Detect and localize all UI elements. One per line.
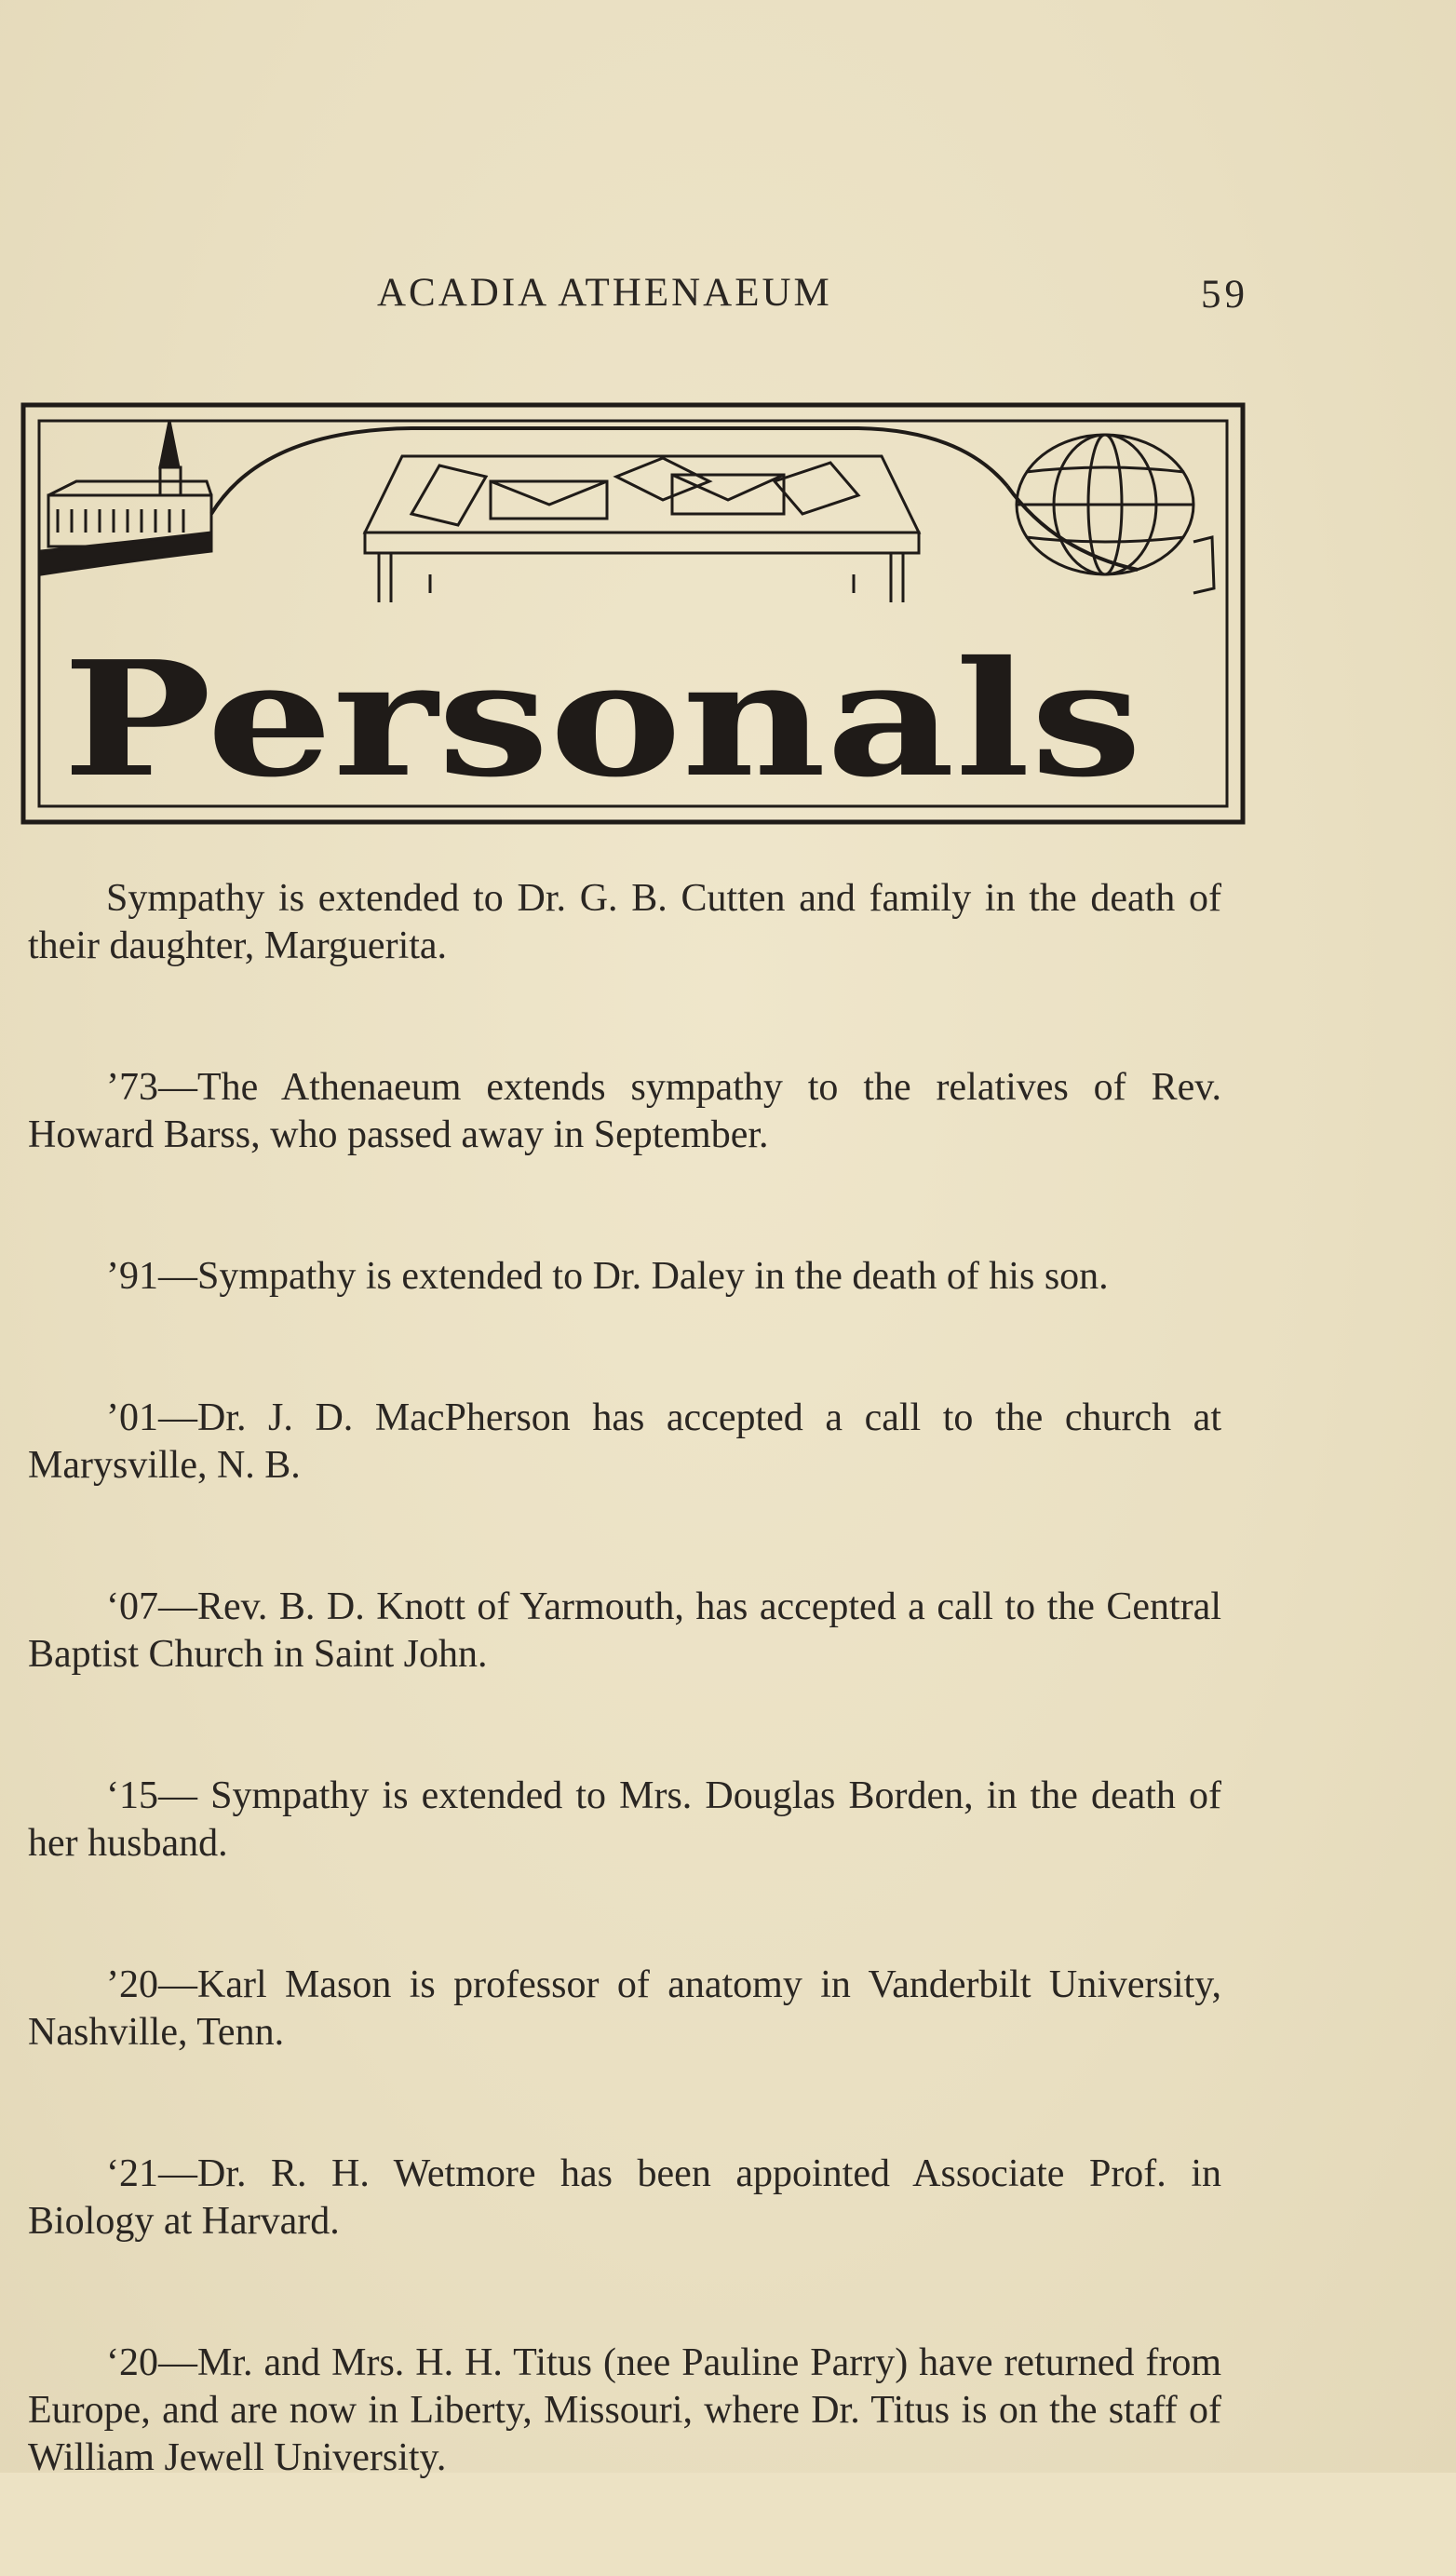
church-icon [41,421,211,574]
desk-icon [365,456,919,602]
personals-content [28,875,1221,2576]
envelope-icon [411,458,858,525]
personal-entry: ‘20—Mr. and Mrs. H. H. Titus (nee Pauline Parry) have returned from Europe, and are now in Liberty, Missouri, where Dr. Titus is on the staff of William Jewell University. [28,2341,1221,2479]
banner-heading: Personals [62,627,1142,813]
personal-entry: ’91—Sympathy is extended to Dr. Daley in the death of his son. [106,1255,1109,1298]
personal-entry: ‘07—Rev. B. D. Knott of Yarmouth, has accepted a call to the Central Baptist Church in Saint John. [28,1585,1221,1676]
personal-entry: ‘21—Dr. R. H. Wetmore has been appointed Associate Prof. in Biology at Harvard. [28,2152,1221,2243]
personals-banner [20,402,1249,830]
running-header [0,270,1456,326]
personal-entry: ’01—Dr. J. D. MacPherson has accepted a call to the church at Marysville, N. B. [28,1396,1221,1487]
personal-entry: Sympathy is extended to Dr. G. B. Cutten and family in the death of their daughter, Marguerita. [28,877,1221,967]
page-number: 59 [1201,273,1248,317]
personal-entry: ‘15— Sympathy is extended to Mrs. Douglas Borden, in the death of her husband. [28,1774,1221,1865]
journal-title: ACADIA ATHENAEUM [377,271,832,315]
globe-icon [1017,435,1214,593]
personal-entry: ’73—The Athenaeum extends sympathy to the relatives of Rev. Howard Barss, who passed away in September. [28,1066,1221,1156]
personal-entry: ’20—Karl Mason is professor of anatomy in Vanderbilt University, Nashville, Tenn. [28,1963,1221,2054]
